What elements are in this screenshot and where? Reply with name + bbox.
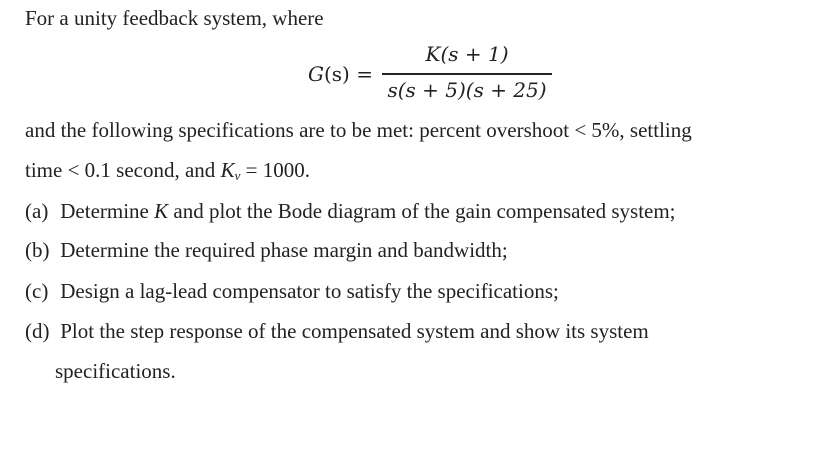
item-a-variable: K [154, 199, 169, 223]
equals-sign: = [356, 62, 373, 86]
intro-text: For a unity feedback system, where [25, 6, 324, 30]
specs-line-2-start: time < 0.1 second, and [25, 158, 221, 182]
item-d-label: (d) [25, 319, 50, 343]
item-b-text: Determine the required phase margin and bandwidth; [55, 238, 508, 262]
lhs-function-name: G [308, 62, 324, 86]
lhs-function-argument: (s) [323, 62, 350, 86]
item-c-text: Design a lag-lead compensator to satisfy the specifications; [55, 279, 559, 303]
kv-symbol: K [220, 158, 235, 182]
fraction-denominator [382, 78, 552, 102]
fraction-bar [382, 73, 552, 75]
item-a-text-start: Determine [55, 199, 155, 223]
item-d-text: Plot the step response of the compensated system and show its system [55, 319, 649, 343]
kv-subscript: v [234, 168, 241, 183]
item-c-label: (c) [25, 279, 49, 303]
item-a-text-end: and plot the Bode diagram of the gain compensated system; [168, 199, 676, 223]
fraction-numerator [382, 42, 552, 66]
denominator-expression: s(s + 5)(s + 25) [387, 78, 547, 102]
question-item-c [25, 277, 559, 305]
numerator-factor: (s + 1) [440, 42, 509, 66]
specs-line-2-end: = 1000. [240, 158, 310, 182]
question-item-b [25, 236, 508, 264]
item-b-label: (b) [25, 238, 50, 262]
numerator-gain: K [425, 42, 441, 66]
question-item-a [25, 197, 676, 225]
specs-line-1: and the following specifications are to be met: percent overshoot < 5%, settling [25, 118, 692, 142]
item-a-label: (a) [25, 199, 49, 223]
specs-line-2 [25, 156, 310, 190]
item-d-continuation: specifications. [55, 359, 176, 383]
question-item-d [25, 317, 649, 345]
equation-lhs [308, 62, 373, 86]
